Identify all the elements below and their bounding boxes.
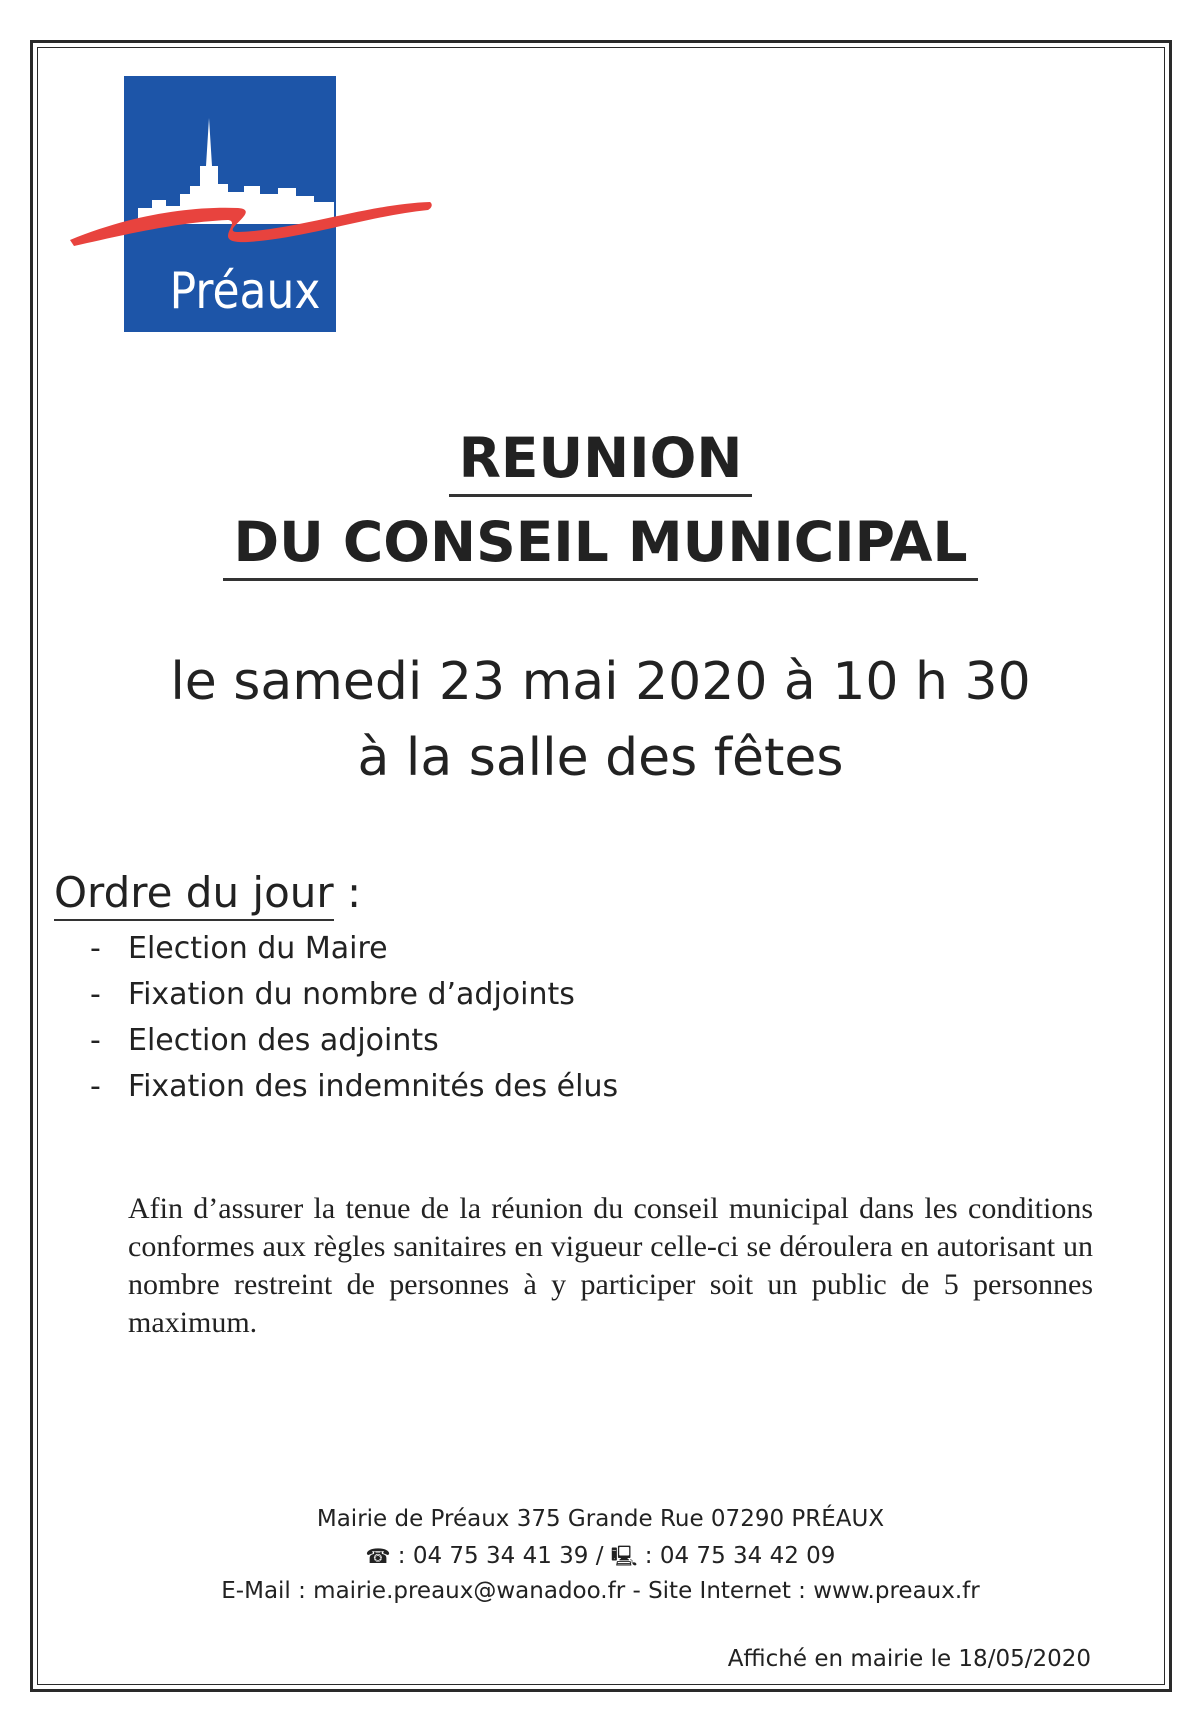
footer-contact: E-Mail : mairie.preaux@wanadoo.fr - Site Internet : www.preaux.fr: [221, 1578, 980, 1604]
agenda-item: - Fixation du nombre d’adjoints: [90, 977, 575, 1012]
agenda-heading: Ordre du jour :: [54, 868, 361, 917]
agenda-item: - Fixation des indemnités des élus: [90, 1069, 619, 1104]
title-line-1: REUNION: [0, 426, 1201, 497]
agenda-list: [90, 926, 618, 1110]
footer-phones: ☎ : 04 75 34 41 39 / 🖳 : 04 75 34 42 09: [0, 1542, 1201, 1576]
footer-address: Mairie de Préaux 375 Grande Rue 07290 PRÉAUX: [316, 1506, 885, 1532]
title-line-2: DU CONSEIL MUNICIPAL: [0, 510, 1201, 581]
meeting-date: le samedi 23 mai 2020 à 10 h 30: [170, 652, 1031, 712]
logo-text: Préaux: [169, 262, 321, 320]
agenda-item: - Election du Maire: [90, 931, 388, 966]
agenda-item: - Election des adjoints: [90, 1023, 439, 1058]
computer-icon: 🖳: [610, 1544, 638, 1568]
sanitary-notice: Afin d’assurer la tenue de la réunion du conseil municipal dans les conditions conformes aux règles sanitaires en vigueur celle-ci se déroulera en autorisant un nombre restreint de personnes à y participer soit un public de 5 personnes maximum.: [128, 1192, 1093, 1339]
phone-icon: ☎: [365, 1544, 391, 1568]
posted-date: Affiché en mairie le 18/05/2020: [727, 1646, 1091, 1672]
meeting-place: à la salle des fêtes: [357, 728, 844, 788]
